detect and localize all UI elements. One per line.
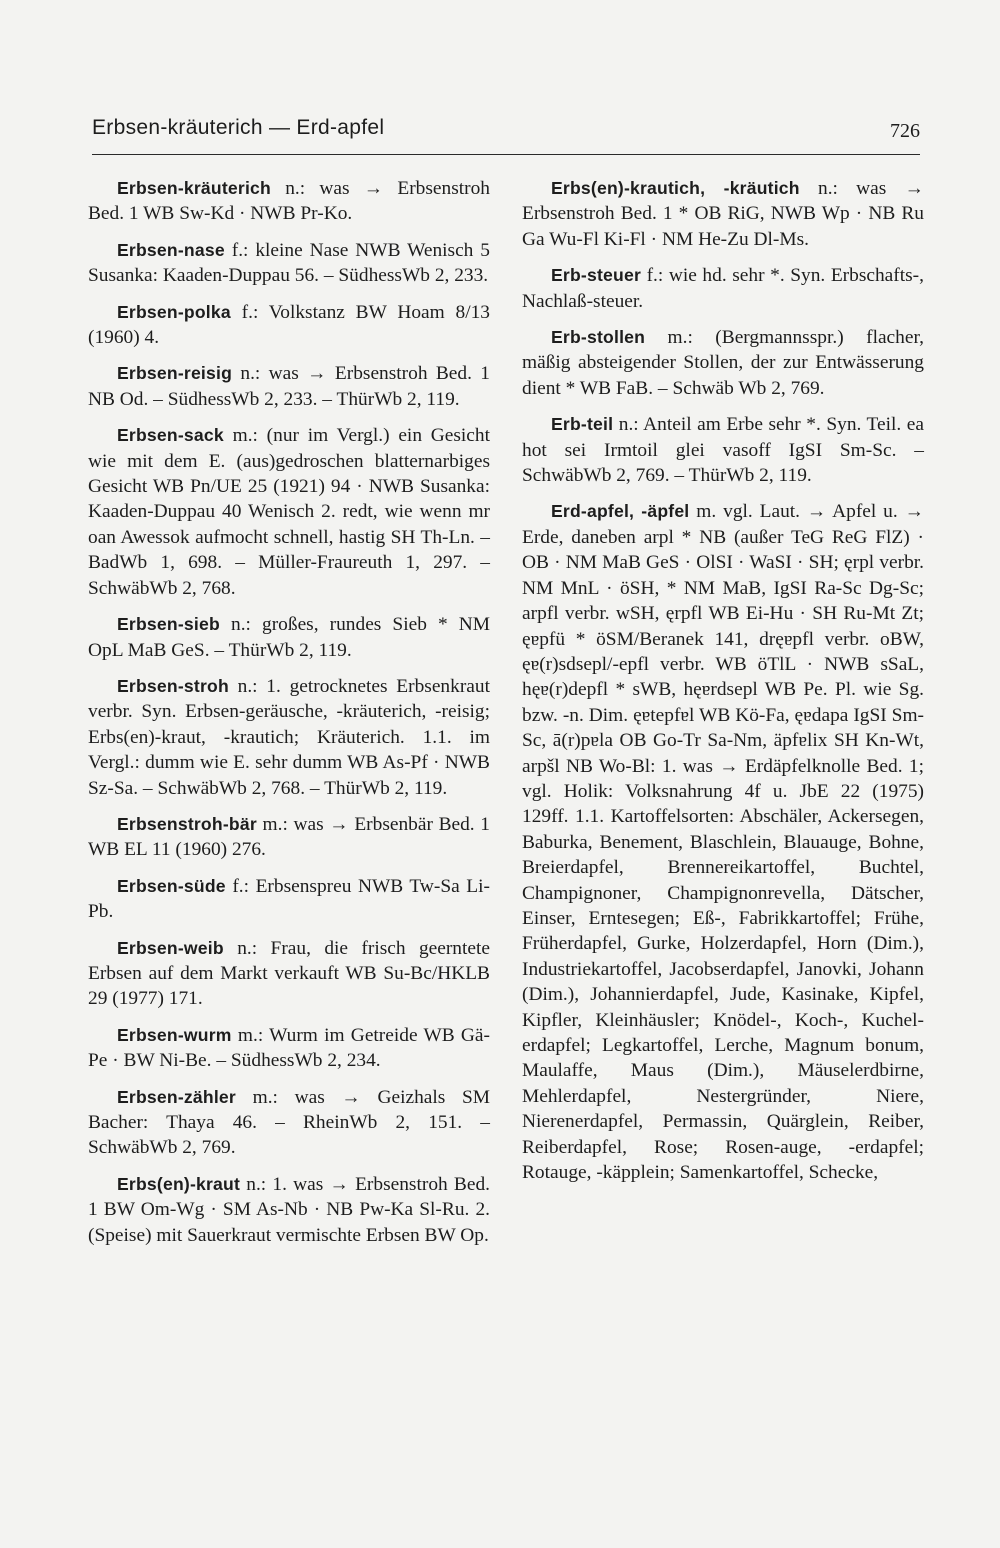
- running-head-title: Erbsen-kräuterich — Erd-apfel: [92, 116, 385, 139]
- dictionary-entry: [88, 176, 490, 227]
- entry-text: f.: kleine Nase NWB Wenisch 5 Susanka: Kaaden-Duppau 56. – SüdhessWb 2, 233.: [88, 239, 490, 287]
- page-number: 726: [890, 120, 920, 142]
- entry-text: m.: Wurm im Getreide WB Gä-Pe · BW Ni-Be. – SüdhessWb 2, 234.: [88, 1024, 490, 1072]
- entry-text: n.: was → Erbsenstroh Bed. 1 * OB RiG, NWB Wp · NB Ru Ga Wu-Fl Ki-Fl · NM He-Zu Dl-Ms.: [522, 178, 924, 250]
- headword: Erbsen-weib: [117, 937, 224, 958]
- headword: Erbsen-reisig: [117, 363, 233, 384]
- entry-text: m.: was → Geizhals SM Bacher: Thaya 46. – RheinWb 2, 151. – SchwäbWb 2, 769.: [88, 1086, 490, 1159]
- entry-text: m.: was → Erbsenbär Bed. 1 WB EL 11 (1960) 276.: [88, 813, 490, 861]
- entry-text: f.: wie hd. sehr *. Syn. Erbschafts-, Nachlaß-steuer.: [522, 265, 924, 312]
- headword: Erbsen-zähler: [117, 1086, 236, 1107]
- headword: Erbsenstroh-bär: [117, 813, 257, 834]
- entry-text: m.: (nur im Vergl.) ein Gesicht wie mit dem E. (aus)gedroschen blatternarbiges Gesicht WB Pn/UE 25 (1921) 94 · NWB Susanka: Kaaden-Duppau 40 Wenisch 2. redt, wie wenn mr oan Awessok aufmocht schnell, hastig SH Th-Ln. – BadWb 1, 698. – Müller-Fraureuth 1, 297. – SchwäbWb 2, 768.: [88, 425, 490, 599]
- dictionary-entry: [88, 238, 490, 289]
- headword: Erbsen-wurm: [117, 1024, 232, 1045]
- entry-text: n.: 1. getrocknetes Erbsenkraut verbr. Syn. Erbsen-geräusche, -kräuterich, -reisig; Erbs(en)-kraut, -krautich; Kräuterich. 1.1. im Vergl.: dumm wie E. sehr dumm WB As-Pf · NWB Sz-Sa. – SchwäbWb 2, 768. – ThürWb 2, 119.: [88, 675, 490, 799]
- dictionary-entry: [522, 176, 924, 252]
- dictionary-entry: [522, 325, 924, 401]
- headword: Erbsen-sack: [117, 425, 224, 446]
- entry-text: n.: was → Erbsenstroh Bed. 1 WB Sw-Kd · NWB Pr-Ko.: [88, 178, 490, 225]
- dictionary-entry: [522, 412, 924, 488]
- headword: Erbsen-sieb: [117, 614, 220, 635]
- dictionary-entry: [522, 263, 924, 314]
- dictionary-entry: [88, 1172, 490, 1248]
- headword: Erb-teil: [551, 414, 614, 435]
- headword: Erd-apfel, -äpfel: [551, 501, 690, 522]
- dictionary-entry: [88, 874, 490, 925]
- entry-text: m. vgl. Laut. → Apfel u. → Erde, daneben arpl * NB (außer TeG ReG FlZ) · OB · NM MaB GeS · OlSI · WaSI · SH; ęrpl verbr. NM MnL · öSH, * NM MaB, IgSI Ra-Sc Dg-Sc; arpfl verbr. wSH, ęrpfl WB Ei-Hu · SH Ru-Mt Zt; ęɐpfü * öSM/Beranek 141, dręɐpfl verbr. oBW, ęɐ(r)sdsepl/-epfl verbr. WB öTlL · NWB sSaL, hęɐ(r)depfl * sWB, hęɐrdsepl WB Pe. Pl. wie Sg. bzw. -n. Dim. ęɐtepfɐl WB Kö-Fa, ęɐdapa IgSI Sm-Sc, ā(r)pɐla OB Go-Tr Sa-Nm, äpfɐlix SH Kn-Wt, arpšl NB Wo-Bl: 1. was → Erdäpfelknolle Bed. 1; vgl. Holik: Volksnahrung 4f u. JbE 22 (1975) 129ff. 1.1. Kartoffelsorten: Abschäler, Ackersegen, Baburka, Benement, Blaschlein, Blauauge, Bohne, Breierdapfel, Brennereikartoffel, Buchtel, Champignoner, Champignonrevella, Dätscher, Einser, Erntesegen; Eß-, Fabrikkartoffel; Frühe, Früherdapfel, Gurke, Holzerdapfel, Horn (Dim.), Industriekartoffel, Jacobserdapfel, Janovki, Johann (Dim.), Johannierdapfel, Jude, Kasinake, Kipfel, Kipfler, Kleinhäusler; Knödel-, Koch-, Kuchel-erdapfel; Legkartoffel, Lerche, Magnum bonum, Maulaffe, Maus (Dim.), Mäuselerdbirne, Mehlerdapfel, Nestergründer, Niere, Nierenerdapfel, Permassin, Quärglein, Reiber, Reiberdapfel, Rose; Rosen-auge, -erdapfel; Rotauge, -käpplein; Samenkartoffel, Schecke,: [522, 501, 924, 1184]
- entry-text: n.: 1. was → Erbsenstroh Bed. 1 BW Om-Wg · SM As-Nb · NB Pw-Ka Sl-Ru. 2. (Speise) mit Sauerkraut vermischte Erbsen BW Op.: [88, 1173, 490, 1246]
- running-header: [92, 114, 920, 155]
- dictionary-entry: [88, 300, 490, 351]
- dictionary-entry: [88, 1023, 490, 1074]
- entry-text: n.: Frau, die frisch geerntete Erbsen auf dem Markt verkauft WB Su-Bc/HKLB 29 (1977) 171.: [88, 937, 490, 1010]
- entry-text: f.: Volkstanz BW Hoam 8/13 (1960) 4.: [88, 301, 490, 349]
- dictionary-entry: [522, 499, 924, 1185]
- headword: Erbs(en)-kraut: [117, 1173, 241, 1194]
- headword: Erb-stollen: [551, 327, 646, 348]
- entry-text: f.: Erbsenspreu NWB Tw-Sa Li-Pb.: [88, 875, 490, 923]
- right-column: [522, 176, 924, 1196]
- headword: Erbsen-stroh: [117, 675, 229, 696]
- entry-text: n.: was → Erbsenstroh Bed. 1 NB Od. – SüdhessWb 2, 233. – ThürWb 2, 119.: [88, 363, 490, 410]
- dictionary-entry: [88, 936, 490, 1012]
- dictionary-entry: [88, 1085, 490, 1161]
- dictionary-entry: [88, 612, 490, 663]
- headword: Erbsen-polka: [117, 301, 231, 322]
- headword: Erbsen-nase: [117, 239, 225, 260]
- entry-text: n.: Anteil am Erbe sehr *. Syn. Teil. ea hot sei Irmtoil glei vasoff IgSI Sm-Sc. – SchwäbWb 2, 769. – ThürWb 2, 119.: [522, 414, 924, 487]
- headword: Erbsen-kräuterich: [117, 178, 271, 198]
- dictionary-entry: [88, 361, 490, 412]
- entry-text: n.: großes, rundes Sieb * NM OpL MaB GeS. – ThürWb 2, 119.: [88, 614, 490, 661]
- left-column: [88, 176, 490, 1259]
- dictionary-entry: [88, 812, 490, 863]
- headword: Erbsen-süde: [117, 875, 226, 896]
- headword: Erb-steuer: [551, 265, 641, 286]
- dictionary-entry: [88, 674, 490, 801]
- dictionary-entry: [88, 423, 490, 601]
- headword: Erbs(en)-krautich, -kräutich: [551, 178, 800, 198]
- entry-text: m.: (Bergmannsspr.) flacher, mäßig absteigender Stollen, der zur Entwässerung dient * WB FaB. – Schwäb Wb 2, 769.: [522, 327, 924, 399]
